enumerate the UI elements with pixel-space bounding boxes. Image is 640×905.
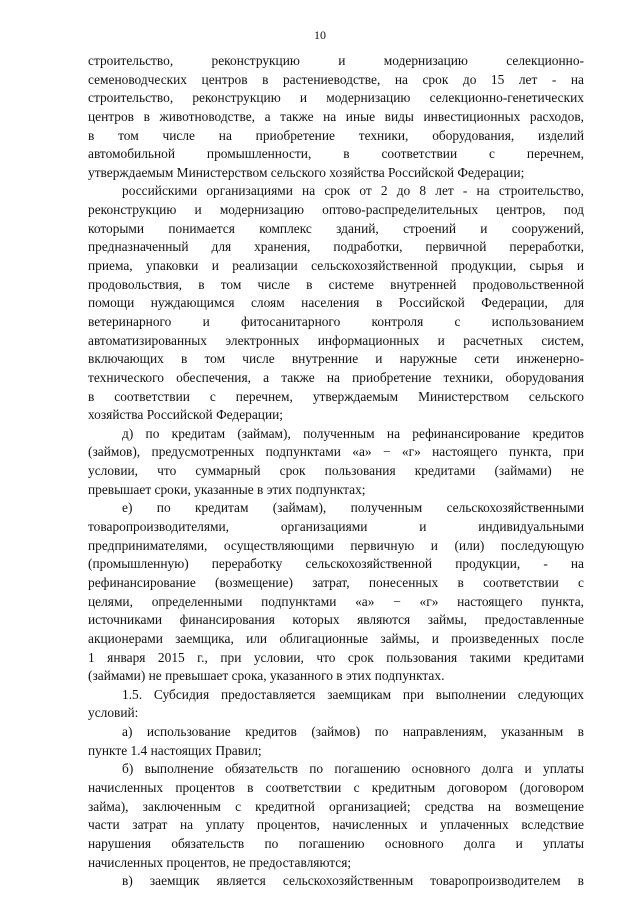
text-line: (займов), предусмотренных подпунктами «а» − «г» настоящего пункта, при: [88, 444, 584, 460]
text-line: е) по кредитам (займам), полученным сельскохозяйственными: [122, 500, 584, 516]
text-line: д) по кредитам (займам), полученным на рефинансирование кредитов: [122, 425, 584, 441]
text-line: утверждаемым Министерством сельского хозяйства Российской Федерации;: [88, 164, 525, 180]
text-line: предназначенный для хранения, подработки, первичной переработки,: [88, 239, 584, 255]
document-body: [88, 52, 584, 891]
text-line: товаропроизводителями, организациями и индивидуальными: [88, 519, 584, 535]
text-line: которыми понимается комплекс зданий, строений и сооружений,: [88, 220, 584, 236]
text-line: условий:: [88, 705, 139, 721]
text-line: продовольствия, в том числе в системе внутренней продовольственной: [88, 276, 584, 292]
text-line: автоматизированных электронных информационных и расчетных систем,: [88, 332, 584, 348]
text-line: 1.5. Субсидия предоставляется заемщикам при выполнении следующих: [122, 686, 584, 702]
text-line: начисленных процентов в соответствии с кредитным договором (договором: [88, 779, 584, 795]
text-line: условии, что суммарный срок пользования кредитами (займами) не: [88, 463, 584, 479]
text-line: части затрат на уплату процентов, начисленных и уплаченных вследствие: [88, 817, 584, 833]
text-line: технического обеспечения, а также на приобретение техники, оборудования: [88, 369, 584, 385]
text-line: в) заемщик является сельскохозяйственным товаропроизводителем в: [122, 873, 584, 889]
page-number: 10: [314, 28, 326, 42]
text-line: целями, определенными подпунктами «а» − «г» настоящего пункта,: [88, 593, 584, 609]
text-line: источниками финансирования которых являются займы, предоставленные: [88, 612, 584, 628]
text-line: автомобильной промышленности, в соответствии с перечнем,: [88, 146, 584, 162]
text-line: в том числе на приобретение техники, оборудования, изделий: [88, 127, 584, 143]
text-line: нарушения обязательств по погашению основного долга и уплаты: [88, 835, 584, 851]
text-line: строительство, реконструкцию и модернизацию селекционно-генетических: [88, 90, 584, 106]
text-line: акционерами заемщика, или облигационные займы, и произведенных после: [88, 630, 584, 646]
text-line: российскими организациями на срок от 2 до 8 лет - на строительство,: [122, 183, 584, 199]
text-line: предпринимателями, осуществляющими первичную и (или) последующую: [88, 537, 584, 553]
text-line: займа), заключенным с кредитной организацией; средства на возмещение: [88, 798, 584, 814]
text-line: реконструкцию и модернизацию оптово-распределительных центров, под: [88, 202, 584, 218]
text-line: 1 января 2015 г., при условии, что срок пользования такими кредитами: [88, 649, 584, 665]
text-line: ветеринарного и фитосанитарного контроля с использованием: [88, 313, 584, 329]
text-line: б) выполнение обязательств по погашению основного долга и уплаты: [122, 761, 584, 777]
text-line: приема, упаковки и реализации сельскохозяйственной продукции, сырья и: [88, 258, 584, 274]
text-line: включающих в том числе внутренние и наружные сети инженерно-: [88, 351, 584, 367]
text-line: (займами) не превышает срока, указанного в этих подпунктах.: [88, 668, 445, 684]
text-line: семеноводческих центров в растениеводстве, на срок до 15 лет - на: [88, 71, 584, 87]
text-line: строительство, реконструкцию и модернизацию селекционно-: [88, 53, 584, 68]
text-line: в соответствии с перечнем, утверждаемым Министерством сельского: [88, 388, 584, 404]
text-line: центров в животноводстве, а также на иные виды инвестиционных расходов,: [88, 108, 584, 124]
text-line: превышает сроки, указанные в этих подпунктах;: [88, 481, 366, 497]
text-line: а) использование кредитов (займов) по направлениям, указанным в: [122, 724, 584, 740]
text-line: хозяйства Российской Федерации;: [88, 407, 284, 423]
text-line: помощи нуждающимся слоям населения в Российской Федерации, для: [88, 295, 584, 311]
text-line: (промышленную) переработку сельскохозяйственной продукции, - на: [88, 556, 584, 572]
text-line: начисленных процентов, не предоставляются;: [88, 854, 352, 870]
text-line: пункте 1.4 настоящих Правил;: [88, 742, 262, 758]
text-line: рефинансирование (возмещение) затрат, понесенных в соответствии с: [88, 574, 584, 590]
